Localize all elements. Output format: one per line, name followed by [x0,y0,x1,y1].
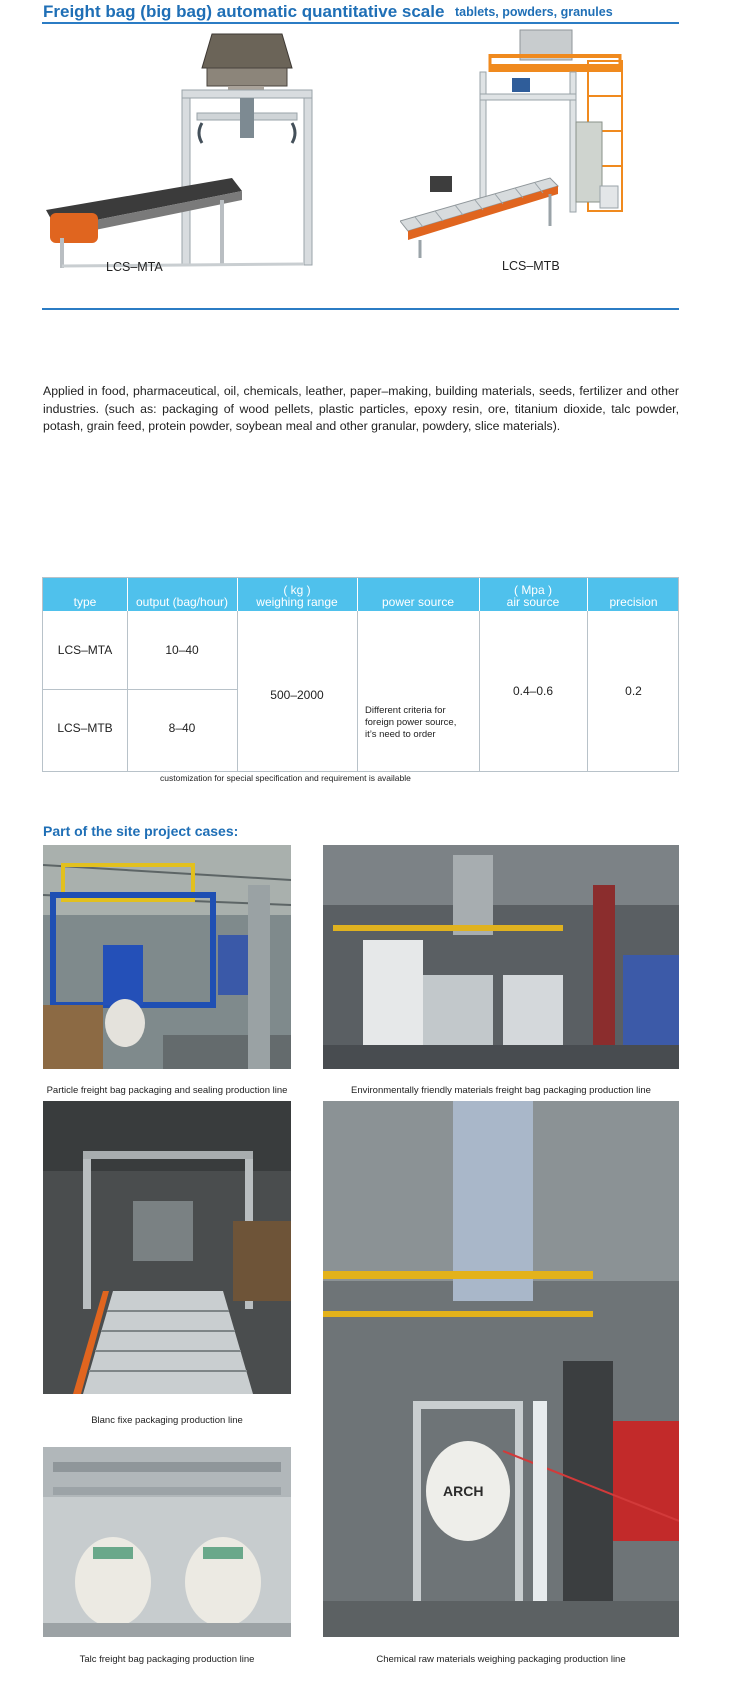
col-weighing-range: ( kg ) weighing range [256,583,338,609]
site-photo-blanc-fixe-line [43,1101,291,1394]
case-caption-2: Environmentally friendly materials freight bag packaging production line [351,1085,651,1096]
col-output: output (bag/hour) [135,595,229,609]
row-output-mta: 10–40 [165,643,199,657]
precision-value: 0.2 [625,684,642,698]
site-photo-chemical-line [323,1101,679,1637]
cases-title: Part of the site project cases: [43,823,239,839]
case-caption-5: Chemical raw materials weighing packaging production line [376,1654,626,1665]
col-type: type [73,595,97,609]
svg-text:ARCH: ARCH [443,1483,484,1499]
site-photo-particle-line [43,845,291,1069]
row-type-mtb: LCS–MTB [57,721,113,735]
case-caption-1: Particle freight bag packaging and sealing production line [46,1085,288,1096]
page-subtitle: tablets, powders, granules [455,5,613,19]
col-power-source: power source [381,595,455,609]
col-precision: precision [609,595,658,609]
customization-note: customization for special specification and requirement is available [160,773,411,783]
machines-divider [42,308,679,310]
header-divider [42,22,679,24]
machine-caption-mtb: LCS–MTB [502,259,560,273]
spec-table [42,577,679,772]
case-caption-3: Blanc fixe packaging production line [91,1415,243,1426]
page-title: Freight bag (big bag) automatic quantitative scale [43,2,445,21]
big-bag-scale-roller-conveyor-illustration [400,26,680,266]
case-caption-4: Talc freight bag packaging production line [79,1654,255,1665]
big-bag-scale-conveyor-illustration [42,28,352,278]
row-type-mta: LCS–MTA [57,643,113,657]
air-source-value: 0.4–0.6 [512,684,554,698]
power-source-value: Different criteria for foreign power source, it’s need to order [365,705,457,740]
machine-caption-mta: LCS–MTA [106,260,163,274]
site-photo-talc-line [43,1447,291,1637]
row-output-mtb: 8–40 [168,721,196,735]
weighing-range-value: 500–2000 [270,688,324,702]
col-air-source: ( Mpa ) air source [506,583,560,609]
site-photo-eco-materials-line [323,845,679,1069]
application-description: Applied in food, pharmaceutical, oil, chemicals, leather, paper–making, building materials, seeds, fertilizer and other industries. (such as: packaging of wood pellets, plastic particles, epoxy resin, ore, titanium dioxide, talc powder, potash, grain feed, protein powder, soybean meal and other granular, powdery, slice materials). [43,384,679,433]
